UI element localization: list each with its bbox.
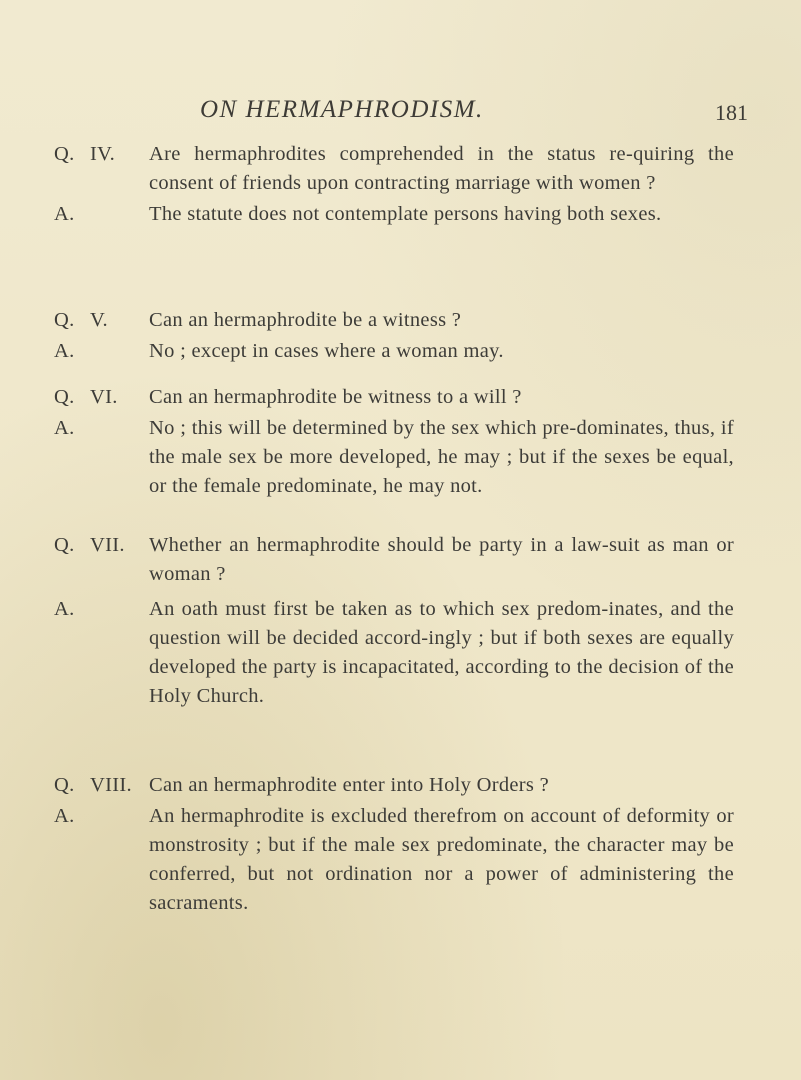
- answer-row: [54, 414, 734, 501]
- qa-entry-vi: [54, 383, 734, 501]
- answer-text: The statute does not contemplate persons having both sexes.: [149, 203, 662, 225]
- question-row: [54, 140, 734, 198]
- question-text: Whether an hermaphrodite should be party in a law-suit as man or woman ?: [149, 534, 734, 585]
- question-row: [54, 531, 734, 589]
- question-row: [54, 771, 734, 800]
- answer-row: [54, 200, 734, 229]
- question-number: VI.: [90, 386, 118, 408]
- question-number: VIII.: [90, 774, 132, 796]
- question-text: Can an hermaphrodite enter into Holy Orders ?: [149, 774, 550, 796]
- question-label: Q.: [54, 143, 75, 165]
- question-label: Q.: [54, 386, 75, 408]
- answer-row: [54, 802, 734, 918]
- answer-label: A.: [54, 203, 75, 225]
- qa-entry-iv: [54, 140, 734, 229]
- question-label: Q.: [54, 534, 75, 556]
- answer-text: No ; except in cases where a woman may.: [149, 340, 504, 362]
- question-text: Can an hermaphrodite be a witness ?: [149, 309, 462, 331]
- answer-label: A.: [54, 598, 75, 620]
- qa-entry-viii: [54, 771, 734, 918]
- question-text: Can an hermaphrodite be witness to a will ?: [149, 386, 522, 408]
- qa-entry-v: [54, 306, 734, 366]
- question-row: [54, 383, 734, 412]
- question-label: Q.: [54, 774, 75, 796]
- question-number: IV.: [90, 143, 116, 165]
- answer-text: An hermaphrodite is excluded therefrom on account of deformity or monstrosity ; but if the male sex predominate, the character may be conferred, but not ordination nor a power of administering the sacraments.: [149, 805, 734, 914]
- question-text: Are hermaphrodites comprehended in the status re-quiring the consent of friends upon contracting marriage with women ?: [149, 143, 734, 194]
- question-number: V.: [90, 309, 108, 331]
- answer-label: A.: [54, 340, 75, 362]
- running-head: ON HERMAPHRODISM.: [200, 96, 484, 123]
- answer-label: A.: [54, 805, 75, 827]
- question-label: Q.: [54, 309, 75, 331]
- qa-entry-vii: [54, 531, 734, 711]
- question-number: VII.: [90, 534, 125, 556]
- answer-text: An oath must first be taken as to which sex predom-inates, and the question will be decided accord-ingly ; but if both sexes are equally developed the party is incapacitated, according to the decision of the Holy Church.: [149, 598, 734, 707]
- answer-row: [54, 337, 734, 366]
- answer-text: No ; this will be determined by the sex which pre-dominates, thus, if the male sex be more developed, he may ; but if the sexes be equal, or the female predominate, he may not.: [149, 417, 734, 497]
- answer-row: [54, 595, 734, 711]
- answer-label: A.: [54, 417, 75, 439]
- question-row: [54, 306, 734, 335]
- page-number: 181: [715, 100, 748, 125]
